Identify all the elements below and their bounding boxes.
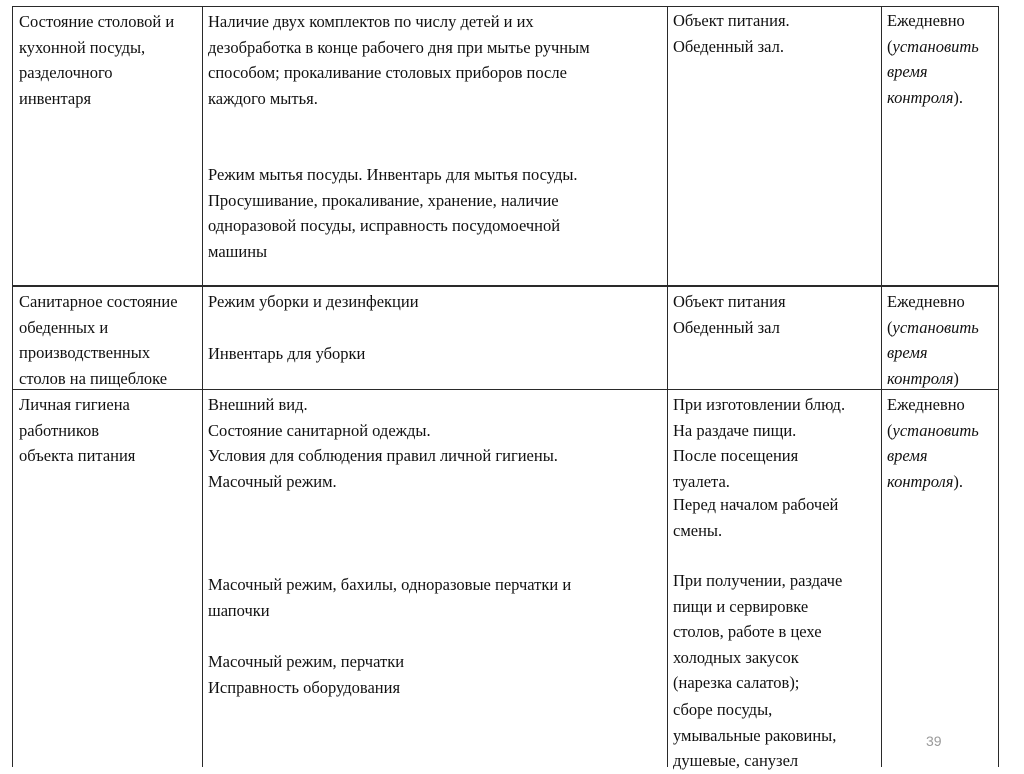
column-divider-2 [667, 6, 668, 767]
frequency-note: время [887, 343, 928, 362]
location-line: После посещения [673, 446, 799, 465]
indicator-line: Санитарное состояние [19, 292, 178, 311]
frequency-paren: ( [887, 317, 893, 337]
content-line: Исправность оборудования [208, 677, 401, 697]
frequency-paren: ) [953, 368, 959, 388]
location-line: смены. [673, 520, 723, 540]
frequency-paren: ( [887, 420, 893, 440]
frequency-note: время [887, 446, 928, 465]
location-line: туалета. [673, 471, 730, 491]
content-line: Масочный режим. [208, 471, 337, 491]
location-cell [673, 8, 876, 59]
content-line: Инвентарь для уборки [208, 344, 366, 363]
location-line: (нарезка салатов); [673, 673, 800, 692]
indicator-line: кухонной посуды, [19, 37, 146, 57]
frequency-cell [887, 8, 993, 110]
frequency-main: Ежедневно [887, 395, 965, 414]
location-line: душевые, санузел [673, 751, 799, 770]
indicator-cell [19, 289, 197, 391]
content-cell [208, 649, 662, 700]
location-line: Объект питания. [673, 11, 790, 30]
page-number: 39 [926, 733, 942, 749]
indicator-line: работников [19, 420, 100, 440]
content-line: дезобработка в конце рабочего дня при мытье ручным [208, 37, 590, 57]
content-cell [208, 162, 662, 264]
content-line: Состояние санитарной одежды. [208, 420, 431, 440]
indicator-line: инвентаря [19, 88, 92, 108]
frequency-main: Ежедневно [887, 11, 965, 30]
indicator-line: столов на пищеблоке [19, 368, 168, 388]
location-cell [673, 289, 876, 340]
frequency-paren: ). [953, 87, 964, 107]
content-cell [208, 9, 662, 111]
location-cell [673, 392, 876, 494]
frequency-note: контроля [887, 471, 954, 491]
content-cell [208, 341, 662, 367]
location-line: столов, работе в цехе [673, 622, 822, 641]
location-line: При получении, раздаче [673, 571, 843, 590]
content-line: Наличие двух комплектов по числу детей и их [208, 12, 534, 31]
column-divider-3 [881, 6, 882, 767]
row-divider-1 [12, 285, 999, 287]
content-cell [208, 289, 662, 315]
location-line: При изготовлении блюд. [673, 395, 846, 414]
frequency-paren: ). [953, 471, 964, 491]
content-line: Условия для соблюдения правил личной гигиены. [208, 446, 558, 465]
indicator-line: объекта питания [19, 446, 136, 465]
indicator-line: разделочного [19, 63, 113, 82]
location-cell [673, 492, 876, 543]
frequency-note: контроля [887, 87, 954, 107]
indicator-line: обеденных и [19, 317, 109, 337]
content-line: Внешний вид. [208, 395, 308, 414]
frequency-note: установить [892, 317, 979, 337]
frequency-paren: ( [887, 36, 893, 56]
frequency-cell [887, 392, 993, 494]
indicator-line: Личная гигиена [19, 395, 130, 414]
content-line: Режим мытья посуды. Инвентарь для мытья посуды. [208, 165, 578, 184]
frequency-main: Ежедневно [887, 292, 965, 311]
frequency-note: контроля [887, 368, 954, 388]
frequency-note: установить [892, 420, 979, 440]
column-divider-1 [202, 6, 203, 767]
content-line: машины [208, 241, 268, 261]
content-line: Масочный режим, бахилы, одноразовые перчатки и [208, 575, 572, 594]
location-cell [673, 697, 876, 774]
frequency-note: время [887, 62, 928, 81]
location-cell [673, 568, 876, 696]
content-cell [208, 392, 662, 494]
frequency-cell [887, 289, 993, 391]
location-line: сборе посуды, [673, 700, 773, 719]
location-line: На раздаче пищи. [673, 420, 797, 440]
content-line: каждого мытья. [208, 88, 318, 108]
content-cell [208, 572, 662, 623]
indicator-cell [19, 392, 197, 469]
column-divider-4 [998, 6, 999, 767]
table-border-top [12, 6, 999, 7]
content-line: шапочки [208, 600, 270, 620]
indicator-line: производственных [19, 343, 151, 362]
location-line: умывальные раковины, [673, 725, 837, 745]
frequency-note: установить [892, 36, 979, 56]
location-line: Обеденный зал [673, 317, 780, 337]
location-line: пищи и сервировке [673, 596, 809, 616]
location-line: Перед началом рабочей [673, 495, 839, 514]
content-line: Масочный режим, перчатки [208, 652, 405, 671]
indicator-cell [19, 9, 197, 111]
content-line: способом; прокаливание столовых приборов после [208, 63, 567, 82]
column-divider-0 [12, 6, 13, 767]
location-line: Обеденный зал. [673, 36, 784, 56]
content-line: одноразовой посуды, исправность посудомоечной [208, 216, 561, 235]
indicator-line: Состояние столовой и [19, 12, 175, 31]
location-line: Объект питания [673, 292, 786, 311]
content-line: Режим уборки и дезинфекции [208, 292, 419, 311]
content-line: Просушивание, прокаливание, хранение, наличие [208, 190, 559, 210]
location-line: холодных закусок [673, 647, 799, 667]
